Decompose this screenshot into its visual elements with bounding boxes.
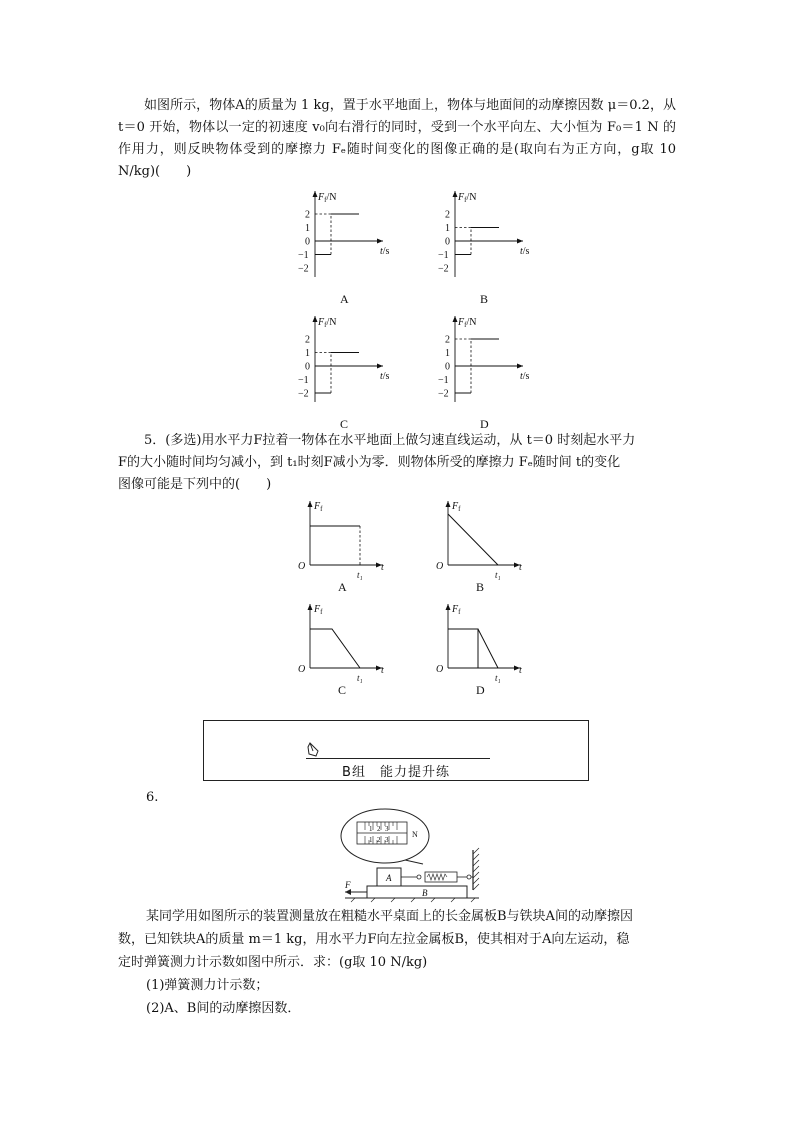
scale-unit: N [412, 830, 418, 839]
block-a-label: A [386, 873, 392, 883]
y-axis-label: $F_f/N$ [458, 317, 477, 329]
y-axis-label: $F_f/N$ [318, 317, 337, 329]
section-title: B组 能力提升练 [342, 765, 450, 780]
ff-line [310, 629, 360, 668]
q5-graph-B [436, 501, 522, 594]
y-axis-arrow [308, 501, 313, 507]
question-6-line-1: 某同学用如图所示的装置测量放在粗糙水平桌面上的长金属板B与铁块A间的动摩擦因 [146, 909, 633, 924]
tick-label: −2 [298, 388, 309, 400]
question-4-text: 如图所示，物体A的质量为 1 kg，置于水平地面上，物体与地面间的动摩擦因数 μ＝0.2，从 t＝0 开始，物体以一定的初速度 v₀向右滑行的同时，受到一个水平向左、大小恒为 F₀＝1 N 的作用力，则反映物体受到的摩擦力 Fₑ随时间变化的图像正确的是(取向右为正方向，g取 10 N/kg)( ) [118, 98, 676, 179]
scale-bottom-3: 3 [385, 836, 389, 844]
q4-graph-B [438, 191, 530, 306]
x-axis-label: t/s [380, 246, 390, 257]
question-6-line-2: 数，已知铁块A的质量 m＝1 kg，用水平力F向左拉金属板B，使其相对于A向左运动，稳 [118, 932, 630, 947]
x-axis-arrow [377, 239, 383, 244]
x-axis-label: t/s [520, 246, 530, 257]
q4-graphs [285, 185, 545, 431]
x-axis-label: t/s [380, 371, 390, 382]
y-axis-arrow [453, 316, 458, 322]
board-b-label: B [422, 888, 428, 898]
graph-option-label: A [340, 292, 349, 306]
tick-label: 1 [445, 223, 450, 234]
section-divider [306, 758, 490, 759]
tick-label: −1 [438, 250, 449, 261]
graph-option-label: A [338, 580, 347, 594]
tick-label: −2 [438, 263, 449, 275]
x-axis-label: t [519, 562, 522, 573]
tick-label: −2 [438, 388, 449, 400]
y-axis-label: $F_f$ [452, 501, 461, 513]
x-axis-arrow [517, 239, 523, 244]
t1-label: t₁ [495, 570, 501, 580]
x-axis-arrow [377, 364, 383, 369]
graph-option-label: C [338, 683, 347, 697]
q5-graph-D [436, 604, 522, 697]
y-axis-arrow [446, 501, 451, 507]
x-axis-arrow [517, 364, 523, 369]
q4-graph-D [438, 316, 530, 431]
t1-label: t₁ [495, 673, 501, 683]
graph-option-label: D [476, 683, 485, 697]
y-axis-arrow [313, 191, 318, 197]
y-axis-label: $F_f/N$ [458, 192, 477, 204]
tick-label: −1 [298, 375, 309, 386]
origin-label: O [298, 664, 306, 675]
x-axis-label: t [381, 562, 384, 573]
tick-label: 1 [445, 348, 450, 359]
y-axis-label: $F_f$ [452, 604, 461, 616]
tick-label: 0 [305, 236, 310, 248]
q6-figure [335, 806, 495, 902]
question-5-line-3: 图像可能是下列中的( ) [118, 477, 272, 492]
scale-top-2: 2 [377, 825, 381, 833]
scale-top-3: 3 [385, 825, 389, 833]
t1-label: t₁ [357, 673, 363, 683]
graph-option-label: B [476, 580, 485, 594]
q5-graph-C [298, 604, 384, 697]
x-axis-label: t [381, 665, 384, 676]
origin-label: O [298, 561, 306, 572]
q5-graphs [290, 495, 530, 695]
y-axis-label: $F_f$ [314, 604, 323, 616]
x-axis-label: t/s [520, 371, 530, 382]
scale-bottom-1: 1 [369, 836, 373, 844]
ff-line [448, 514, 498, 565]
origin-label: O [436, 561, 444, 572]
q4-graph-C [298, 316, 390, 431]
graph-option-label: B [480, 292, 489, 306]
x-axis-label: t [519, 665, 522, 676]
y-axis-label: $F_f$ [314, 501, 323, 513]
tick-label: 2 [305, 334, 310, 346]
q5-graph-A [298, 501, 384, 594]
graph-option-label: C [340, 417, 349, 431]
question-6-sub-1: (1)弹簧测力计示数； [146, 978, 269, 993]
origin-label: O [436, 664, 444, 675]
question-6-number: 6. [146, 790, 159, 805]
tick-label: −1 [438, 375, 449, 386]
question-5-line-1: 5．(多选)用水平力F拉着一物体在水平地面上做匀速直线运动，从 t＝0 时刻起水平力 [144, 433, 636, 448]
tick-label: −2 [298, 263, 309, 275]
tick-label: −1 [298, 250, 309, 261]
ff-line [448, 629, 478, 668]
force-f-label: F [345, 880, 351, 890]
question-5-line-2: F的大小随时间均匀减小，到 t₁时刻F减小为零．则物体所受的摩擦力 Fₑ随时间 t的变化 [118, 455, 621, 470]
graph-option-label: D [480, 417, 489, 431]
scale-top-1: 1 [369, 825, 373, 833]
y-axis-arrow [308, 604, 313, 610]
y-axis-arrow [446, 604, 451, 610]
y-axis-arrow [453, 191, 458, 197]
t1-label: t₁ [357, 570, 363, 580]
y-axis-label: $F_f/N$ [318, 192, 337, 204]
tick-label: 0 [305, 361, 310, 373]
tick-label: 1 [305, 223, 310, 234]
tick-label: 2 [445, 334, 450, 346]
pen-icon [307, 742, 321, 758]
tick-label: 0 [445, 236, 450, 248]
section-header-box [203, 720, 589, 781]
ff-decrease-line [478, 629, 498, 668]
tick-label: 2 [305, 209, 310, 221]
tick-label: 1 [305, 348, 310, 359]
tick-label: 0 [445, 361, 450, 373]
q4-graph-A [298, 191, 390, 306]
tick-label: 2 [445, 209, 450, 221]
y-axis-arrow [313, 316, 318, 322]
question-6-line-3: 定时弹簧测力计示数如图中所示．求：(g取 10 N/kg) [118, 955, 428, 970]
scale-bottom-2: 2 [377, 836, 381, 844]
question-6-sub-2: (2)A、B间的动摩擦因数． [146, 1001, 301, 1016]
